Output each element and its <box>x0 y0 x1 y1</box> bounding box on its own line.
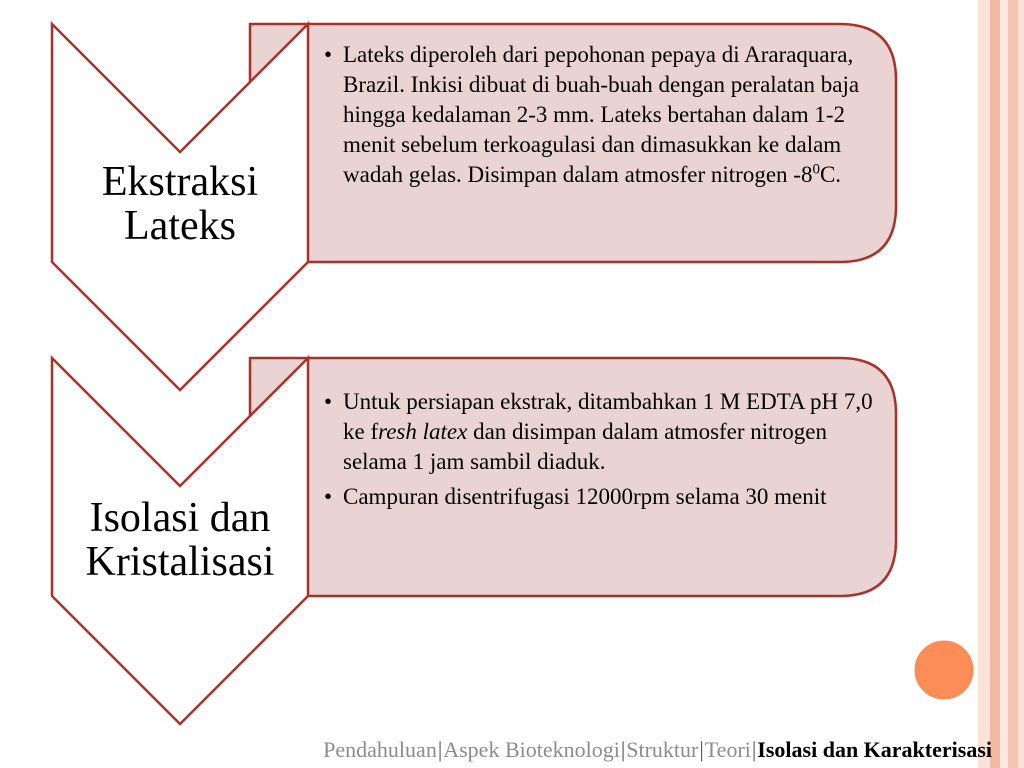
footer-separator: | <box>751 737 757 762</box>
step-2-title <box>52 496 308 584</box>
step-1-content <box>318 40 888 195</box>
footer-nav-item[interactable]: Pendahuluan <box>323 737 437 762</box>
bullet-text: C. <box>819 162 842 187</box>
step-2-title-line: Isolasi dan <box>89 495 271 541</box>
footer-nav-item[interactable]: Isolasi dan Karakterisasi <box>757 737 992 762</box>
footer-navigation <box>323 736 992 764</box>
bullet-item <box>318 482 888 512</box>
bullet-item <box>318 387 888 477</box>
bullet-dot: • <box>324 42 333 67</box>
step-1-title <box>52 160 308 248</box>
bullet-dot: • <box>324 389 333 414</box>
bullet-dot: • <box>324 484 333 509</box>
footer-separator: | <box>620 737 626 762</box>
decorative-circle <box>913 639 975 701</box>
bullet-text: Campuran disentrifugasi 12000rpm selama 30 menit <box>343 484 827 509</box>
step-1-title-line: Ekstraksi <box>101 159 259 205</box>
bullet-item <box>318 40 888 190</box>
footer-separator: | <box>699 737 704 762</box>
footer-separator: | <box>437 737 443 762</box>
step-2-title-line: Kristalisasi <box>85 539 275 585</box>
bullet-text: Untuk persiapan ekstrak, ditambahkan 1 M EDTA pH 7,0 ke f <box>343 389 873 444</box>
bullet-text: 0 <box>812 161 820 178</box>
footer-nav-item[interactable]: Struktur <box>626 737 699 762</box>
step-1-title-line: Lateks <box>124 203 236 249</box>
bullet-text: Lateks diperoleh dari pepohonan pepaya di Araraquara, Brazil. Inkisi dibuat di buah-buah dengan peralatan baja hingga kedalaman 2-3 mm. Lateks bertahan dalam 1-2 menit sebelum terkoagulasi dan dimasukkan ke dalam wadah gelas. Disimpan dalam atmosfer nitrogen -8 <box>343 42 860 187</box>
footer-nav-item[interactable]: Aspek Bioteknologi <box>443 737 620 762</box>
step-2-content <box>318 387 888 517</box>
bullet-text: resh latex <box>378 419 468 444</box>
footer-nav-item[interactable]: Teori <box>704 737 751 762</box>
bullet-text: dan disimpan dalam atmosfer nitrogen selama 1 jam sambil diaduk. <box>343 419 827 474</box>
